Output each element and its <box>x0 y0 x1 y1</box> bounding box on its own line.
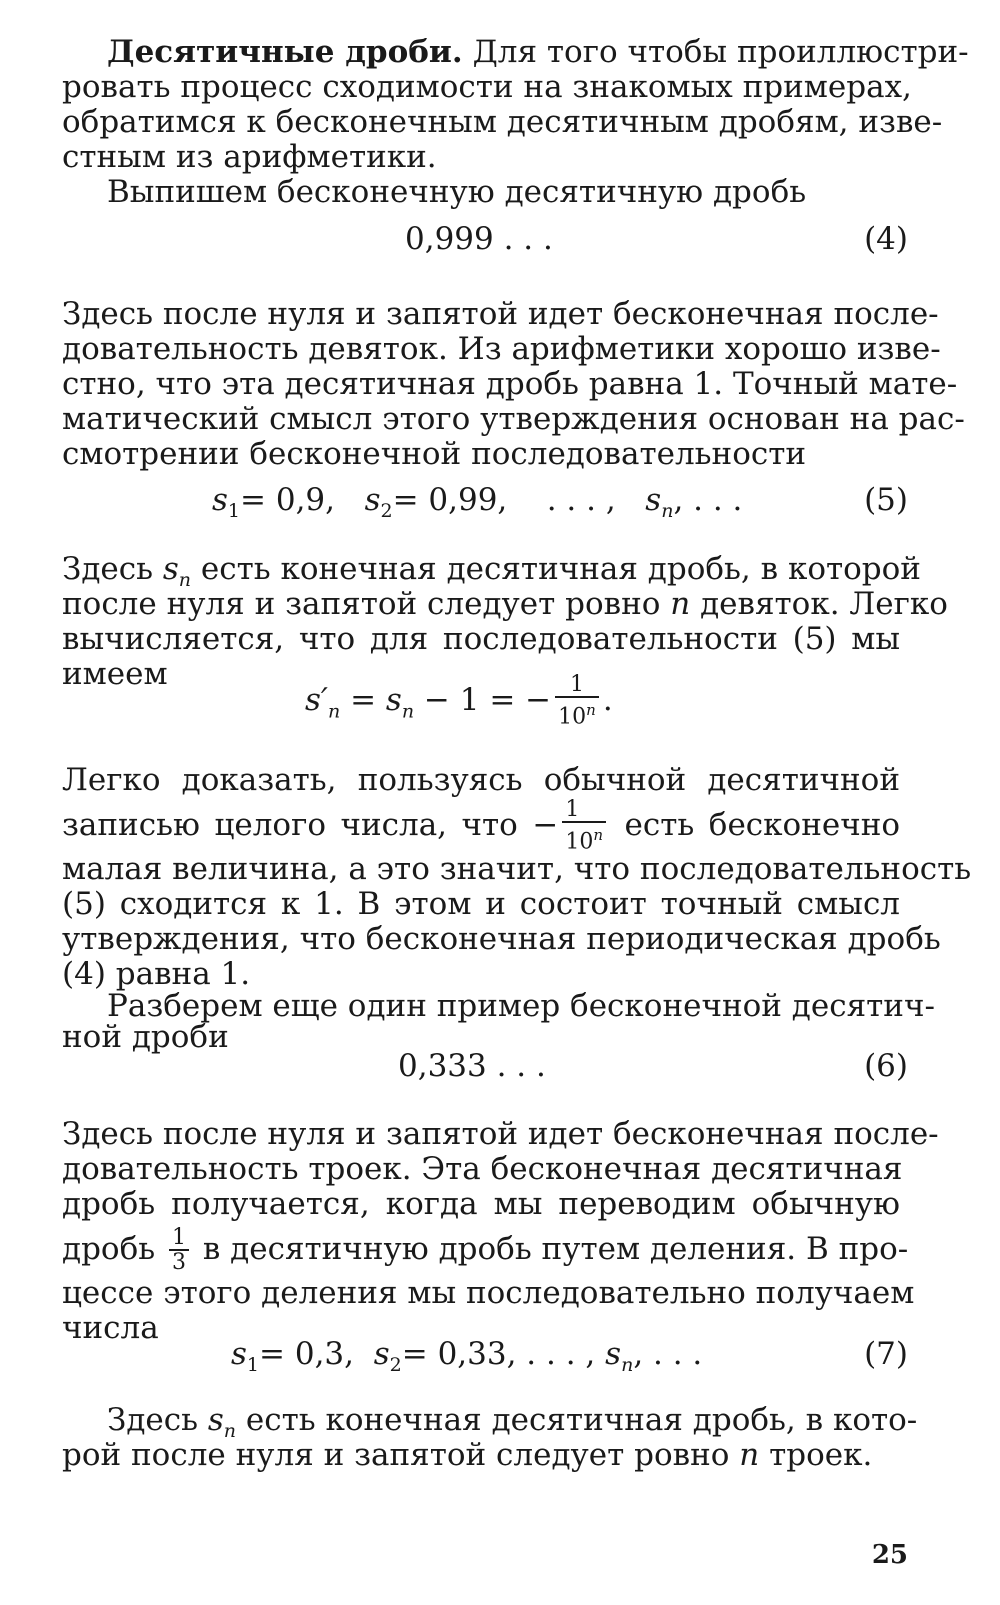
paragraph-7-line-2: довательность троек. Эта бесконечная десятичная <box>62 1151 903 1187</box>
paragraph-7-line-3: дробь получается, когда мы переводим обычную <box>62 1186 900 1222</box>
equation-5 <box>212 482 742 529</box>
paragraph-5-line-1: Легко доказать, пользуясь обычной десятичной <box>62 762 900 798</box>
base: 10 <box>565 829 594 855</box>
fraction <box>562 796 606 855</box>
text: девяток. Легко <box>700 586 948 622</box>
fraction <box>555 674 599 729</box>
paragraph-6-line-1: Разберем еще один пример бесконечной десятич- <box>107 988 935 1024</box>
ellipsis: . . . , <box>546 482 616 518</box>
subscript: 1 <box>246 1354 260 1377</box>
symbol: = s <box>350 682 402 719</box>
subscript: n <box>178 569 192 592</box>
equation-7-number: (7) <box>864 1336 908 1372</box>
paragraph-3-line-5: смотрении бесконечной последовательности <box>62 436 807 472</box>
symbol: n <box>670 586 691 622</box>
equation-5-number: (5) <box>864 482 908 518</box>
subscript: n <box>327 700 341 723</box>
text: Для того чтобы проиллюстри- <box>472 34 969 70</box>
subscript: 2 <box>380 500 393 523</box>
numerator: 1 <box>562 799 606 823</box>
equation-4: 0,999 . . . <box>405 221 553 257</box>
denominator <box>562 823 606 854</box>
subscript: 2 <box>389 1354 402 1377</box>
symbol: s <box>373 1336 390 1372</box>
value: = 0,33, . . . , <box>401 1336 596 1372</box>
text: троек. <box>769 1437 873 1473</box>
symbol: s <box>605 1336 622 1372</box>
paragraph-3-line-3: стно, что эта десятичная дробь равна 1. Точный мате- <box>62 366 958 402</box>
paragraph-5-line-3: малая величина, а это значит, что последовательность <box>62 851 972 887</box>
paragraph-1-line-4: стным из арифметики. <box>62 139 437 175</box>
exponent: n <box>586 701 596 719</box>
value: − 1 = − <box>423 682 552 719</box>
paragraph-4-line-3: вычисляется, что для последовательности (5) мы <box>62 621 900 657</box>
numerator: 1 <box>555 674 599 698</box>
value: = 0,9, <box>240 482 335 518</box>
paragraph-7-line-1: Здесь после нуля и запятой идет бесконечная после- <box>62 1116 939 1152</box>
section-title: Десятичные дроби. <box>107 34 463 70</box>
symbol: s <box>364 482 381 518</box>
paragraph-1-line-1 <box>107 34 969 70</box>
subscript: n <box>661 500 674 523</box>
text: Здесь <box>62 551 153 587</box>
paragraph-1-line-2: ровать процесс сходимости на знакомых примерах, <box>62 69 912 105</box>
paragraph-4-line-4: имеем <box>62 656 168 692</box>
text: есть конечная десятичная дробь, в кото- <box>245 1402 918 1438</box>
paragraph-5-line-2 <box>62 797 900 854</box>
symbol: s <box>645 482 662 518</box>
paragraph-3-line-2: довательность девяток. Из арифметики хорошо изве- <box>62 331 941 367</box>
paragraph-3-line-4: матический смысл этого утверждения основан на рас- <box>62 401 965 437</box>
text: Здесь <box>107 1402 198 1438</box>
equation-4-number: (4) <box>864 221 908 257</box>
paragraph-7-line-6: числа <box>62 1310 159 1346</box>
ellipsis: , . . . <box>633 1336 703 1372</box>
denominator: 3 <box>172 1249 186 1275</box>
text: дробь <box>62 1231 156 1267</box>
paragraph-5-line-4: (5) сходится к 1. В этом и состоит точный смысл <box>62 886 900 922</box>
paragraph-6-line-2: ной дроби <box>62 1019 229 1055</box>
symbol: n <box>739 1437 760 1473</box>
fraction-one-third <box>169 1224 189 1275</box>
symbol: s′ <box>305 682 328 719</box>
paragraph-5-line-5: утверждения, что бесконечная периодическая дробь <box>62 921 941 957</box>
minus: − <box>532 807 559 843</box>
inline-fraction <box>532 796 610 855</box>
exponent: n <box>593 825 604 844</box>
paragraph-8-line-2 <box>62 1437 872 1473</box>
value: = 0,99, <box>392 482 508 518</box>
subscript: n <box>223 1420 237 1443</box>
symbol: s <box>207 1402 224 1438</box>
paragraph-1-line-3: обратимся к бесконечным десятичным дробям, изве- <box>62 104 943 140</box>
base: 10 <box>558 704 587 730</box>
text: записью целого числа, что <box>62 807 518 843</box>
paragraph-3-line-1: Здесь после нуля и запятой идет бесконечная после- <box>62 296 939 332</box>
text: рой после нуля и запятой следует ровно <box>62 1437 730 1473</box>
paragraph-7-line-4 <box>62 1221 909 1277</box>
equation-difference <box>305 674 613 729</box>
subscript: n <box>401 700 415 723</box>
paragraph-5-line-6: (4) равна 1. <box>62 956 251 992</box>
paragraph-2-line-1: Выпишем бесконечную десятичную дробь <box>107 174 807 210</box>
paragraph-4-line-2 <box>62 586 948 622</box>
symbol: s <box>231 1336 247 1372</box>
equation-6: 0,333 . . . <box>398 1048 546 1084</box>
text: в десятичную дробь путем деления. В про- <box>202 1231 909 1267</box>
text: есть конечная десятичная дробь, в которой <box>200 551 921 587</box>
ellipsis: , . . . <box>673 482 743 518</box>
paragraph-7-line-5: цессе этого деления мы последовательно получаем <box>62 1275 915 1311</box>
subscript: n <box>621 1354 634 1377</box>
denominator <box>555 698 599 729</box>
text: после нуля и запятой следует ровно <box>62 586 661 622</box>
punct: . <box>602 682 613 719</box>
text: есть бесконечно <box>624 807 901 843</box>
value: = 0,3, <box>259 1336 354 1372</box>
symbol: s <box>212 482 228 518</box>
equation-6-number: (6) <box>864 1048 908 1084</box>
symbol: s <box>162 551 179 587</box>
subscript: 1 <box>227 500 241 523</box>
numerator: 1 <box>169 1227 189 1251</box>
page-number: 25 <box>871 1540 908 1570</box>
equation-7 <box>231 1336 702 1383</box>
